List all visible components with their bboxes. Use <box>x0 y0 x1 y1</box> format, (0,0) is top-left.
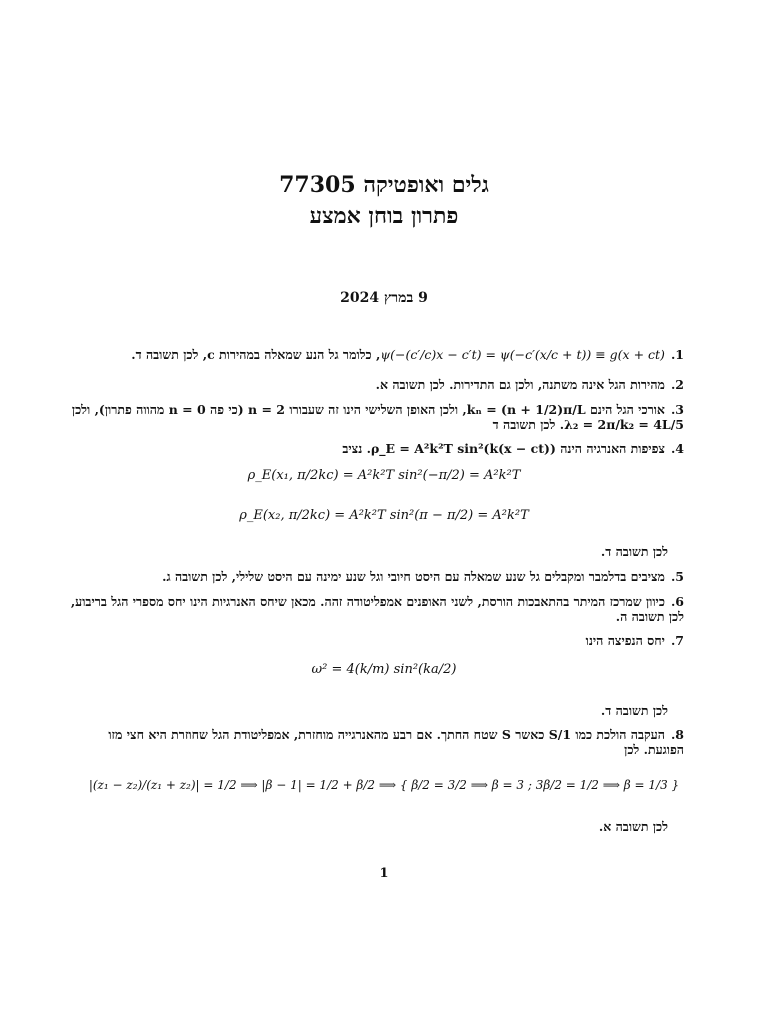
answer-item-4: 4.צפיפות האנרגיה הינה ρ_E = A²k²T sin²(k(x − ct)). נציב <box>342 441 684 456</box>
answer-item-6: 6.כיוון שמרכז המיתר בהתאבכות הורסת, לשני האופנים אמפליטודה זהה. מכאן שיחס האנרגיות הינו יחס מספרי הגל בריבוע, לכן תשובה ה. <box>70 594 684 624</box>
equation-4b: ρ_E(x₂, π/2kc) = A²k²T sin²(π − π/2) = A²k²T <box>239 508 529 523</box>
answer-4: לכן תשובה ד. <box>600 544 668 559</box>
answer-8: לכן תשובה א. <box>598 819 668 834</box>
title-exam: פתרון בוחן אמצע <box>309 203 459 229</box>
answer-item-3: 3.אורכי הגל הינם kₙ = (n + 1/2)π/L, ולכן האופן השלישי הינו זה שעבורו n = 2 (כי פה n = 0 מהווה פתרון), ולכן λ₂ = 2π/k₂ = 4L/5. לכן תשובה ד <box>71 402 684 432</box>
title-course: גלים ואופטיקה 77305 <box>279 172 489 198</box>
equation-7: ω² = 4(k/m) sin²(ka/2) <box>311 662 457 677</box>
date: 9 במרץ 2024 <box>340 290 428 306</box>
answer-item-5: 5.מציבים בדלמבר ומקבלים גל שנע שמאלה עם היסט חיובי וגל שנע ימינה עם היסט שלילי, לכן תשובה ג. <box>162 569 684 584</box>
equation-8: |(z₁ − z₂)/(z₁ + z₂)| = 1/2 ⟹ |β − 1| = 1/2 + β/2 ⟹ { β/2 = 3/2 ⟹ β = 3 ; 3β/2 = 1/2 ⟹ β = 1/3 } <box>88 778 680 792</box>
answer-item-2: 2.מהירות הגל אינה משתנה, ולכן גם התדירות. לכן תשובה א. <box>375 377 684 392</box>
answer-item-8: 8.העקבה הולכת כמו 1/S כאשר S שטח החתך. אם רבע מהאנרגייה מוחזרת, אמפליטודת הגל שחוזרת היא חצי מזו הפוגעת. לכן <box>108 727 684 757</box>
answer-7: לכן תשובה ד. <box>600 703 668 718</box>
equation-4a: ρ_E(x₁, π/2kc) = A²k²T sin²(−π/2) = A²k²T <box>247 468 521 483</box>
page-number: 1 <box>379 866 389 881</box>
answer-item-7: 7.יחס הנפיצה הינו <box>585 633 684 648</box>
answer-item-1: 1.ψ(−(c′/c)x − c′t) = ψ(−c′(x/c + t)) ≡ g(x + ct), כלומר גל הנע שמאלה במהירות c, לכן תשובה ד. <box>131 347 684 362</box>
